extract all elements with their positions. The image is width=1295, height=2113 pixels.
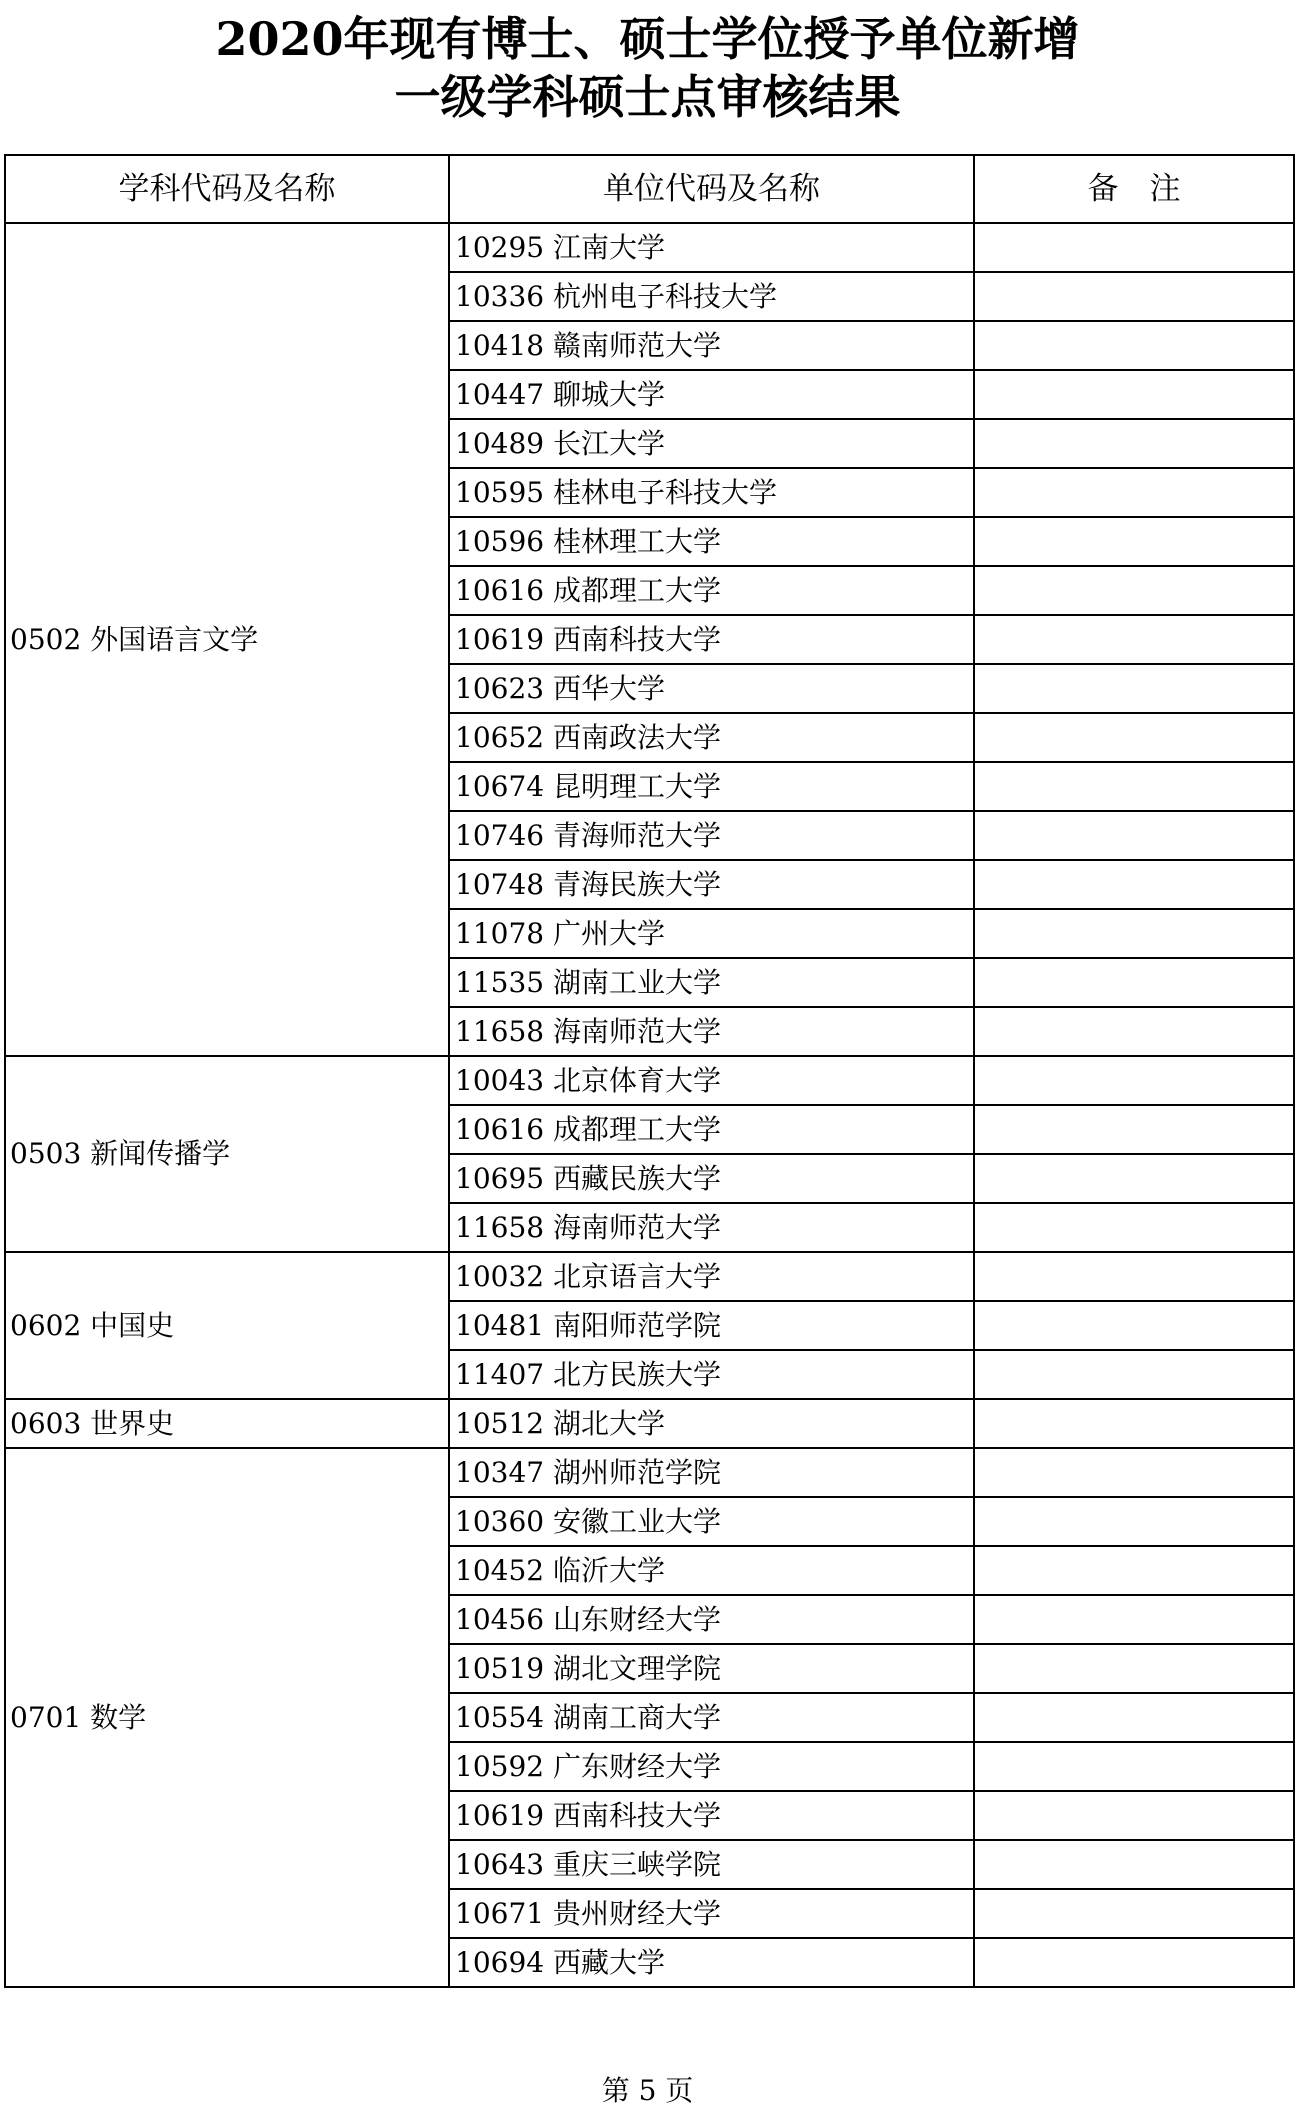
unit-cell: 10554 湖南工商大学 — [449, 1693, 974, 1742]
discipline-cell: 0701 数学 — [5, 1448, 449, 1987]
note-cell — [974, 958, 1294, 1007]
unit-cell: 10746 青海师范大学 — [449, 811, 974, 860]
unit-cell: 10616 成都理工大学 — [449, 1105, 974, 1154]
note-cell — [974, 566, 1294, 615]
unit-cell: 10043 北京体育大学 — [449, 1056, 974, 1105]
unit-cell: 10643 重庆三峡学院 — [449, 1840, 974, 1889]
note-cell — [974, 223, 1294, 272]
document-title-line2: 一级学科硕士点审核结果 — [394, 70, 901, 124]
note-cell — [974, 1350, 1294, 1399]
unit-cell: 10481 南阳师范学院 — [449, 1301, 974, 1350]
note-cell — [974, 1056, 1294, 1105]
note-cell — [974, 1497, 1294, 1546]
unit-cell: 10447 聊城大学 — [449, 370, 974, 419]
note-cell — [974, 419, 1294, 468]
note-cell — [974, 1595, 1294, 1644]
header-note: 备 注 — [974, 155, 1294, 223]
note-cell — [974, 1546, 1294, 1595]
table-row — [5, 1252, 1294, 1301]
unit-cell: 10336 杭州电子科技大学 — [449, 272, 974, 321]
unit-cell: 10695 西藏民族大学 — [449, 1154, 974, 1203]
table-row — [5, 223, 1294, 272]
results-table-body — [5, 155, 1294, 1987]
table-header-row — [5, 155, 1294, 223]
note-cell — [974, 468, 1294, 517]
unit-cell: 11535 湖南工业大学 — [449, 958, 974, 1007]
note-cell — [974, 1203, 1294, 1252]
discipline-cell: 0602 中国史 — [5, 1252, 449, 1399]
note-cell — [974, 860, 1294, 909]
unit-cell: 10360 安徽工业大学 — [449, 1497, 974, 1546]
document-title-line1: 2020年现有博士、硕士学位授予单位新增 — [215, 12, 1080, 66]
unit-cell: 10592 广东财经大学 — [449, 1742, 974, 1791]
unit-cell: 10674 昆明理工大学 — [449, 762, 974, 811]
unit-cell: 10512 湖北大学 — [449, 1399, 974, 1448]
table-row — [5, 1056, 1294, 1105]
note-cell — [974, 811, 1294, 860]
note-cell — [974, 1448, 1294, 1497]
note-cell — [974, 713, 1294, 762]
note-cell — [974, 1644, 1294, 1693]
unit-cell: 10652 西南政法大学 — [449, 713, 974, 762]
unit-cell: 11407 北方民族大学 — [449, 1350, 974, 1399]
note-cell — [974, 762, 1294, 811]
note-cell — [974, 664, 1294, 713]
header-unit: 单位代码及名称 — [449, 155, 974, 223]
note-cell — [974, 321, 1294, 370]
header-discipline: 学科代码及名称 — [5, 155, 449, 223]
unit-cell: 11658 海南师范大学 — [449, 1007, 974, 1056]
note-cell — [974, 1889, 1294, 1938]
unit-cell: 10032 北京语言大学 — [449, 1252, 974, 1301]
note-cell — [974, 517, 1294, 566]
unit-cell: 10347 湖州师范学院 — [449, 1448, 974, 1497]
unit-cell: 10519 湖北文理学院 — [449, 1644, 974, 1693]
unit-cell: 10418 赣南师范大学 — [449, 321, 974, 370]
discipline-cell: 0603 世界史 — [5, 1399, 449, 1448]
results-table — [4, 154, 1295, 1988]
note-cell — [974, 1301, 1294, 1350]
note-cell — [974, 1791, 1294, 1840]
unit-cell: 10748 青海民族大学 — [449, 860, 974, 909]
note-cell — [974, 1399, 1294, 1448]
table-row — [5, 1399, 1294, 1448]
note-cell — [974, 1693, 1294, 1742]
note-cell — [974, 615, 1294, 664]
note-cell — [974, 1105, 1294, 1154]
note-cell — [974, 1154, 1294, 1203]
unit-cell: 11078 广州大学 — [449, 909, 974, 958]
unit-cell: 10295 江南大学 — [449, 223, 974, 272]
unit-cell: 10694 西藏大学 — [449, 1938, 974, 1987]
note-cell — [974, 1007, 1294, 1056]
unit-cell: 10623 西华大学 — [449, 664, 974, 713]
note-cell — [974, 1252, 1294, 1301]
unit-cell: 10619 西南科技大学 — [449, 615, 974, 664]
unit-cell: 10489 长江大学 — [449, 419, 974, 468]
note-cell — [974, 1938, 1294, 1987]
note-cell — [974, 1742, 1294, 1791]
unit-cell: 10619 西南科技大学 — [449, 1791, 974, 1840]
unit-cell: 10595 桂林电子科技大学 — [449, 468, 974, 517]
unit-cell: 10452 临沂大学 — [449, 1546, 974, 1595]
note-cell — [974, 272, 1294, 321]
unit-cell: 10671 贵州财经大学 — [449, 1889, 974, 1938]
table-row — [5, 1448, 1294, 1497]
unit-cell: 10616 成都理工大学 — [449, 566, 974, 615]
discipline-cell: 0502 外国语言文学 — [5, 223, 449, 1056]
unit-cell: 10456 山东财经大学 — [449, 1595, 974, 1644]
page-number: 第 5 页 — [601, 2074, 694, 2107]
discipline-cell: 0503 新闻传播学 — [5, 1056, 449, 1252]
unit-cell: 10596 桂林理工大学 — [449, 517, 974, 566]
note-cell — [974, 370, 1294, 419]
note-cell — [974, 1840, 1294, 1889]
note-cell — [974, 909, 1294, 958]
unit-cell: 11658 海南师范大学 — [449, 1203, 974, 1252]
